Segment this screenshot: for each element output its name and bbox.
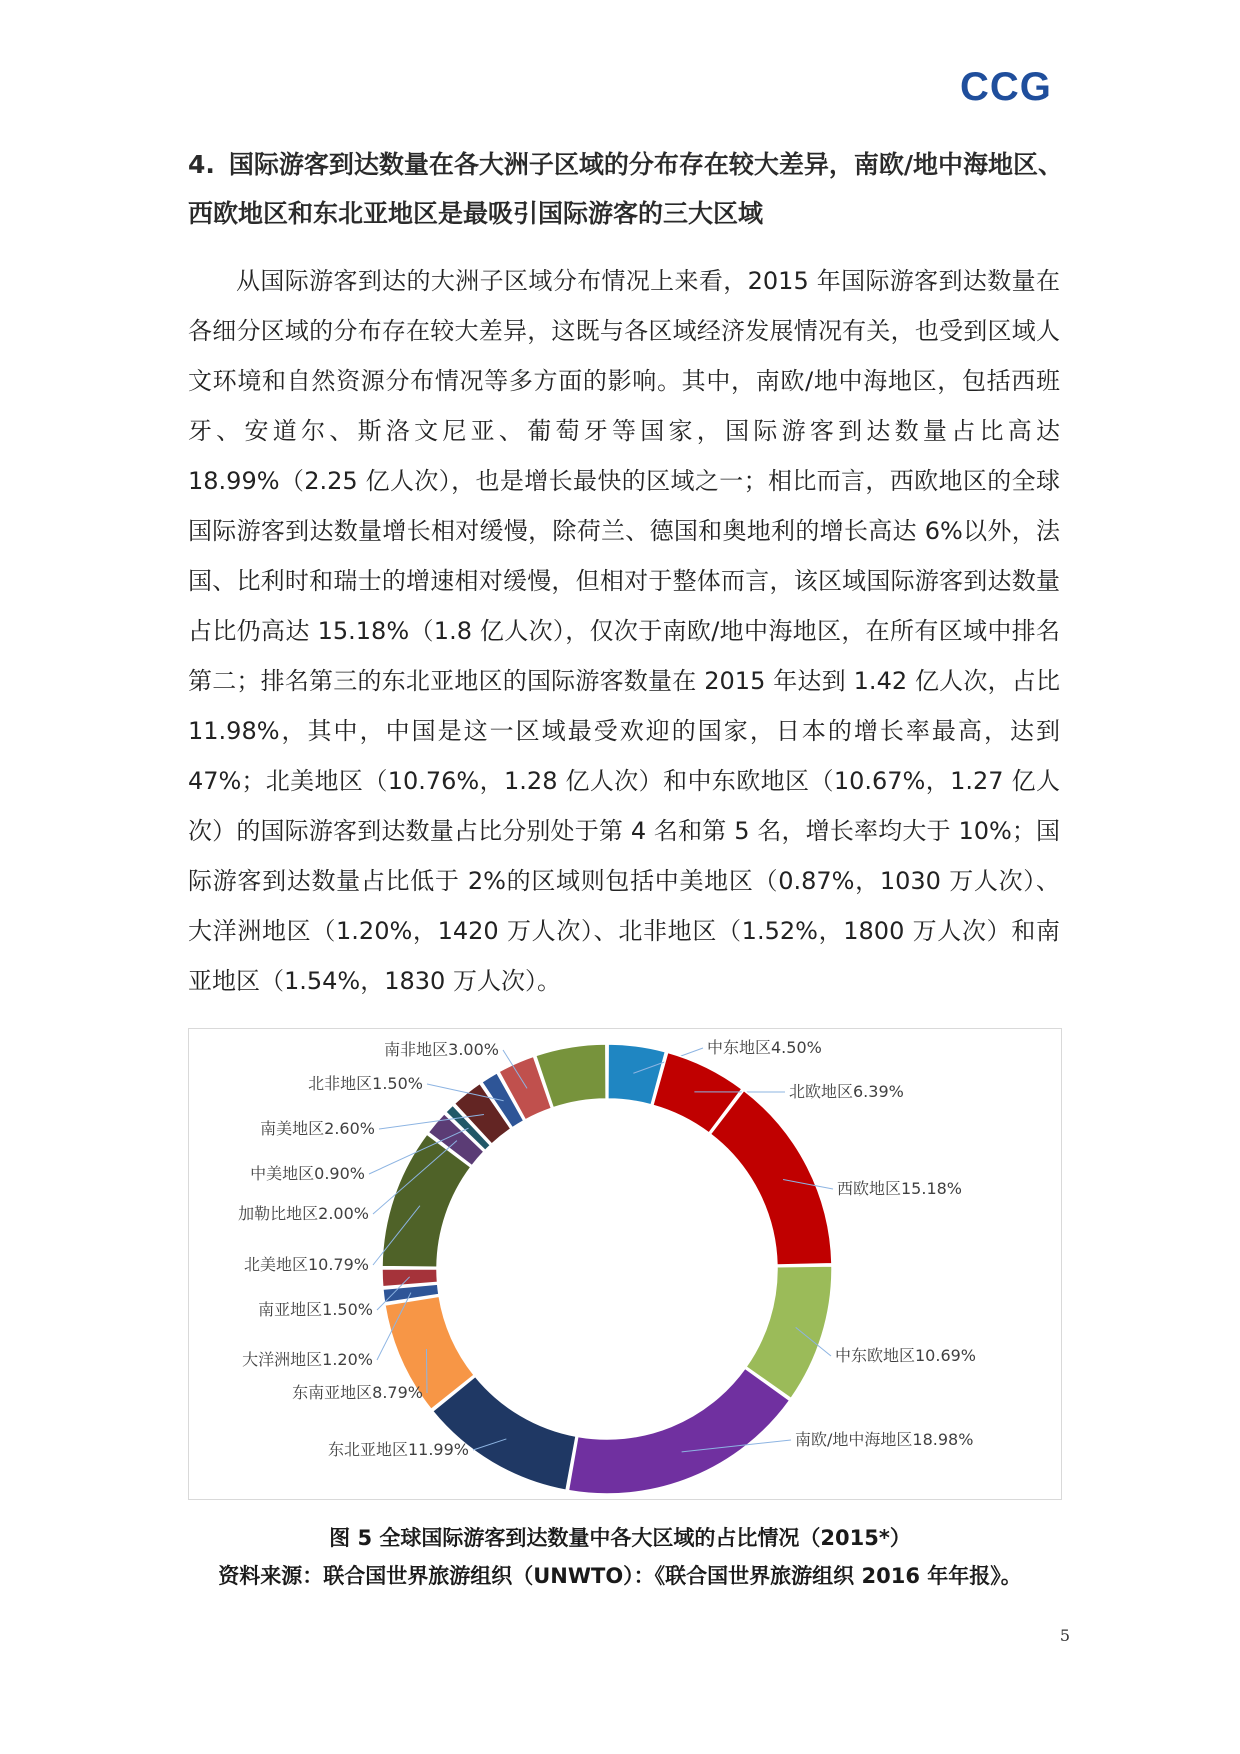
segment-label-14: 南非地区3.00% <box>384 1040 499 1059</box>
segment-label-12: 南美地区2.60% <box>260 1119 375 1138</box>
figure-source: 资料来源：联合国世界旅游组织（UNWTO）：《联合国世界旅游组织 2016 年年报》。 <box>218 1564 1022 1588</box>
segment-label-5: 东北亚地区11.99% <box>327 1440 469 1459</box>
segment-label-3: 中东欧地区10.69% <box>835 1346 977 1365</box>
ccg-logo <box>960 62 1060 110</box>
segment-label-2: 西欧地区15.18% <box>837 1179 963 1198</box>
donut-chart <box>189 1029 1061 1499</box>
segment-label-10: 加勒比地区2.00% <box>238 1204 369 1223</box>
segment-label-11: 中美地区0.90% <box>250 1164 365 1183</box>
body-paragraph: 从国际游客到达的大洲子区域分布情况上来看，2015 年国际游客到达数量在各细分区域的分布存在较大差异，这既与各区域经济发展情况有关，也受到区域人文环境和自然资源分布情况等多方面的影响。其中，南欧/地中海地区，包括西班牙、安道尔、斯洛文尼亚、葡萄牙等国家，国际游客到达数量占比高达 18.99%（2.25 亿人次），也是增长最快的区域之一；相比而言，西欧地区的全球国际游客到达数量增长相对缓慢，除荷兰、德国和奥地利的增长高达 6%以外，法国、比利时和瑞士的增速相对缓慢，但相对于整体而言，该区域国际游客到达数量占比仍高达 15.18%（1.8 亿人次），仅次于南欧/地中海地区，在所有区域中排名第二；排名第三的东北亚地区的国际游客数量在 2015 年达到 1.42 亿人次，占比 11.98%，其中，中国是这一区域最受欢迎的国家，日本的增长率最高，达到 47%；北美地区（10.76%，1.28 亿人次）和中东欧地区（10.67%，1.27 亿人次）的国际游客到达数量占比分别处于第 4 名和第 5 名，增长率均大于 10%；国际游客到达数量占比低于 2%的区域则包括中美地区（0.87%，1030 万人次）、大洋洲地区（1.20%，1420 万人次）、北非地区（1.52%，1800 万人次）和南亚地区（1.54%，1830 万人次）。 <box>188 267 1060 995</box>
figure-caption: 图 5 全球国际游客到达数量中各大区域的占比情况（2015*） <box>329 1526 911 1550</box>
donut-segment-5 <box>433 1376 576 1490</box>
leader-line-6 <box>426 1349 427 1393</box>
segment-label-4: 南欧/地中海地区18.98% <box>795 1430 974 1449</box>
donut-segment-8 <box>382 1269 438 1287</box>
segment-label-0: 中东地区4.50% <box>707 1038 822 1057</box>
segment-label-6: 东南亚地区8.79% <box>292 1383 423 1402</box>
donut-segment-4 <box>568 1368 789 1494</box>
donut-segment-2 <box>710 1090 832 1265</box>
page-number: 5 <box>1059 1626 1070 1645</box>
ccg-logo-text: CCG <box>960 65 1052 109</box>
donut-chart-frame <box>188 1028 1062 1500</box>
segment-label-1: 北欧地区6.39% <box>789 1082 904 1101</box>
section-heading <box>188 140 1068 238</box>
segment-label-9: 北美地区10.79% <box>243 1255 369 1274</box>
section-title: 国际游客到达数量在各大洲子区域的分布存在较大差异，南欧/地中海地区、西欧地区和东北亚地区是最吸引国际游客的三大区域 <box>188 150 1064 228</box>
segment-label-8: 南亚地区1.50% <box>258 1300 373 1319</box>
section-number: 4. <box>188 150 215 179</box>
segment-label-13: 北非地区1.50% <box>308 1074 423 1093</box>
segment-label-7: 大洋洲地区1.20% <box>242 1350 373 1369</box>
